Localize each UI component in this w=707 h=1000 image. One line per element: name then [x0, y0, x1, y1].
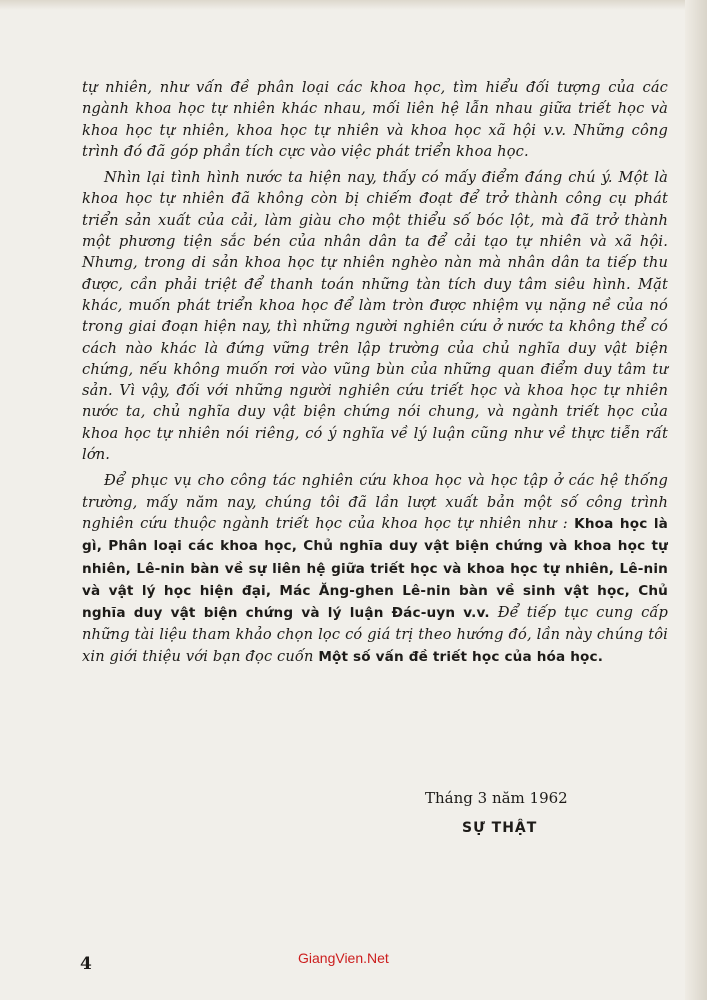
- page-number: 4: [80, 954, 92, 974]
- date-line: Tháng 3 năm 1962: [425, 789, 568, 807]
- paragraph-3-middle: Để tiếp tục cung cấp những tài liệu tham khảo chọn lọc có giá trị theo hướng đó, lần này chúng tôi xin giới thiệu với bạn đọc cuốn: [82, 604, 668, 665]
- paragraph-3: [82, 470, 668, 668]
- featured-book-title: Một số vấn đề triết học của hóa học.: [318, 648, 604, 665]
- body-text: [82, 77, 668, 673]
- watermark-link[interactable]: GiangVien.Net: [298, 950, 389, 966]
- paragraph-3-start: Để phục vụ cho công tác nghiên cứu khoa học và học tập ở các hệ thống trường, mấy năm nay, chúng tôi đã lần lượt xuất bản một số công trình nghiên cứu thuộc ngành triết học của khoa học tự nhiên như :: [82, 472, 668, 532]
- publisher-signature: SỰ THẬT: [462, 820, 538, 836]
- page-right-edge: [685, 0, 707, 1000]
- paragraph-1: tự nhiên, như vấn đề phân loại các khoa học, tìm hiểu đối tượng của các ngành khoa học tự nhiên khác nhau, mối liên hệ lẫn nhau giữa triết học và khoa học tự nhiên, khoa học tự nhiên và khoa học xã hội v.v. Những công trình đó đã góp phần tích cực vào việc phát triển khoa học.: [82, 79, 668, 160]
- page-top-edge: [0, 0, 707, 10]
- paragraph-2: Nhìn lại tình hình nước ta hiện nay, thấy có mấy điểm đáng chú ý. Một là khoa học tự nhiên đã không còn bị chiếm đoạt để trở thành công cụ phát triển sản xuất của cải, làm giàu cho một thiểu số bóc lột, mà đã trở thành một phương tiện sắc bén của nhân dân ta để cải tạo tự nhiên và xã hội. Nhưng, trong di sản khoa học tự nhiên nghèo nàn mà nhân dân ta tiếp thu được, cần phải triệt để thanh toán những tàn tích duy tâm siêu hình. Mặt khác, muốn phát triển khoa học để làm tròn được nhiệm vụ nặng nề của nó trong giai đoạn hiện nay, thì những người nghiên cứu ở nước ta không thể có cách nào khác là đứng vững trên lập trường của chủ nghĩa duy vật biện chứng, nếu không muốn rơi vào vũng bùn của những quan điểm duy tâm tư sản. Vì vậy, đối với những người nghiên cứu triết học và khoa học tự nhiên nước ta, chủ nghĩa duy vật biện chứng nói chung, và ngành triết học của khoa học tự nhiên nói riêng, có ý nghĩa về lý luận cũng như về thực tiễn rất lớn.: [82, 169, 668, 464]
- book-titles-list: Khoa học là gì, Phân loại các khoa học, Chủ nghĩa duy vật biện chứng và khoa học tự nhiên, Lê-nin bàn về sự liên hệ giữa triết học và khoa học tự nhiên, Lê-nin và vật lý học hiện đại, Mác Ăng-ghen Lê-nin bàn về sinh vật học, Chủ nghĩa duy vật biện chứng và lý luận Đác-uyn v.v.: [82, 515, 668, 622]
